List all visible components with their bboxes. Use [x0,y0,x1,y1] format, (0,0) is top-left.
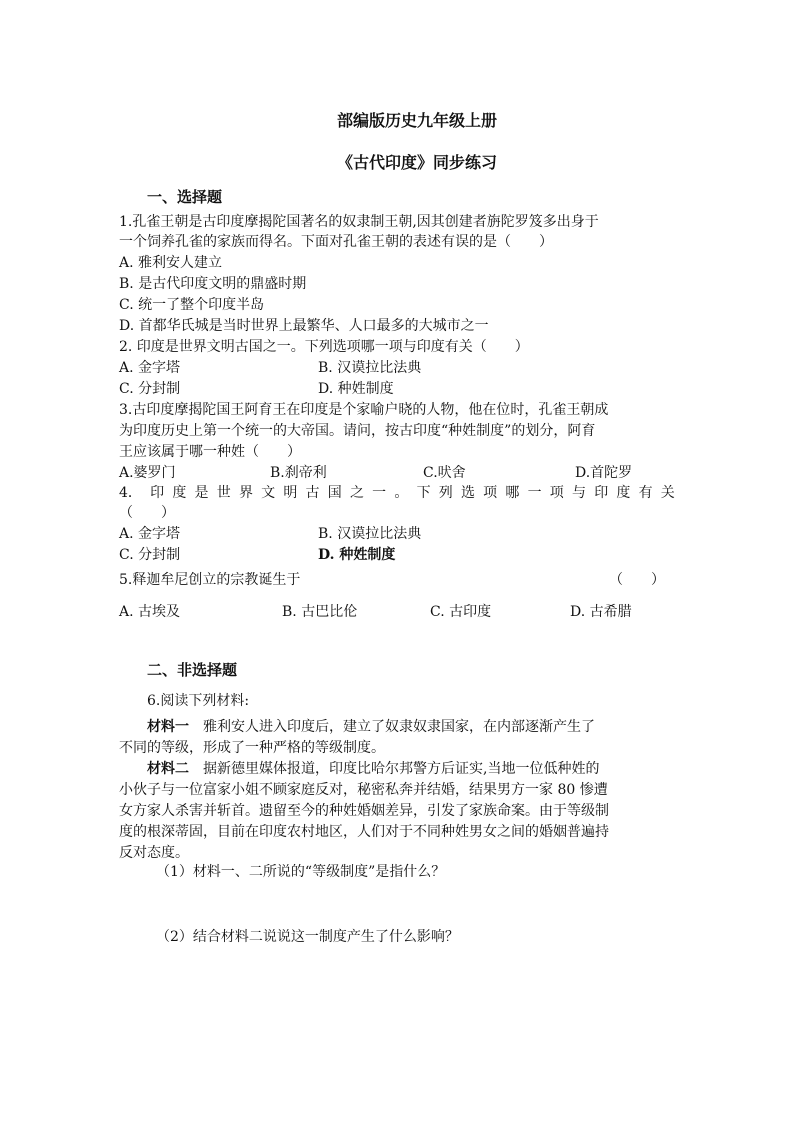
question-2-option-a: A. 金字塔 [119,360,181,376]
question-2-options-row-1 [119,358,679,378]
material-2-line-5: 反对态度。 [119,845,189,861]
question-4-stem-char: 下 [416,485,431,501]
question-4-stem-char: 项 [483,485,498,501]
question-2-options-row-2 [119,379,679,399]
question-5-stem-row [119,570,679,590]
question-3-option-c: C.吠舍 [423,465,466,481]
question-1-option-d: D. 首都华氏城是当时世界上最繁华、人口最多的大城市之一 [119,318,489,334]
question-5-option-c: C. 古印度 [430,604,492,620]
material-2-line-4: 度的根深蒂固，目前在印度农村地区，人们对于不同种姓男女之间的婚姻普遍持 [119,824,609,840]
question-4-stem-char: 文 [261,485,276,501]
question-5-option-b: B. 古巴比伦 [282,604,358,620]
question-2-option-b: B. 汉谟拉比法典 [318,360,422,376]
question-4-stem-char: 古 [305,485,320,501]
question-3-option-d: D.首陀罗 [575,465,633,481]
question-4-stem-char: 列 [438,485,453,501]
question-4-stem-char: 一 [527,485,542,501]
question-4-stem-char: 印 [150,485,165,501]
question-4-option-d: D. 种姓制度 [318,547,396,563]
question-6-stem: 6.阅读下列材料: [147,693,250,709]
question-4-stem-char: 之 [349,485,364,501]
question-4-options-row-1 [119,524,679,544]
question-5-answer-paren: （ ） [609,572,665,588]
question-4-stem-char: 度 [172,485,187,501]
question-5-option-d: D. 古希腊 [570,604,632,620]
question-4-options-row-2 [119,545,679,565]
section-heading-choice: 一、选择题 [147,188,223,206]
question-5-stem: 5.释迦牟尼创立的宗教诞生于 [119,572,301,588]
question-4-stem-char: 哪 [505,485,520,501]
question-4-stem-char: 是 [194,485,209,501]
question-4-stem-char: 印 [594,485,609,501]
material-1-text: 雅利安人进入印度后，建立了奴隶奴隶国家，在内部逐渐产生了 [189,719,595,735]
question-4-stem-char: 选 [460,485,475,501]
question-1-option-b: B. 是古代印度文明的鼎盛时期 [119,276,307,292]
material-2-text: 据新德里媒体报道，印度比哈尔邦警方后证实,当地一位低种姓的 [189,761,600,777]
question-4-stem-char: 度 [616,485,631,501]
question-4-stem-char: 4． [119,485,142,501]
question-6-sub-1: （1）材料一、二所说的“等级制度”是指什么？ [156,864,446,880]
question-4-stem-char: 世 [216,485,231,501]
question-1-option-c: C. 统一了整个印度半岛 [119,297,265,313]
material-1-line-1 [147,717,595,737]
question-4-line-1 [119,483,675,503]
question-3-line-3: 王应该属于哪一种姓（ ） [119,444,301,460]
question-4-stem-char: 项 [549,485,564,501]
question-3-option-b: B.刹帝利 [270,465,327,481]
question-4-stem-char: 一 [372,485,387,501]
question-6-sub-2: （2）结合材料二说说这一制度产生了什么影响？ [156,929,459,945]
material-2-line-3: 女方家人杀害并斩首。遗留至今的种姓婚姻差异，引发了家族命案。由于等级制 [119,803,609,819]
material-2-line-1 [147,759,599,779]
question-4-option-c: C. 分封制 [119,547,181,563]
question-5-options [119,602,679,622]
question-5-option-a: A. 古埃及 [119,604,181,620]
question-3-line-1: 3.古印度摩揭陀国王阿育王在印度是个家喻户晓的人物，他在位时，孔雀王朝成 [119,402,609,418]
document-subtitle: 《古代印度》同步练习 [336,153,497,172]
question-4-stem-char: 。 [394,485,409,501]
document-title: 部编版历史九年级上册 [336,111,497,130]
question-4-stem-char: 与 [571,485,586,501]
question-3-options [119,463,679,483]
material-2-line-2: 小伙子与一位富家小姐不顾家庭反对，秘密私奔并结婚，结果男方一家 80 惨遭 [119,782,608,798]
question-4-stem-char: 界 [238,485,253,501]
section-heading-non-choice: 二、非选择题 [147,661,238,679]
question-2-option-c: C. 分封制 [119,381,181,397]
question-1-line-2: 一个饲养孔雀的家族而得名。下面对孔雀王朝的表述有误的是（ ） [119,234,553,250]
question-4-line-2: （ ） [119,505,175,521]
question-2-option-d: D. 种姓制度 [318,381,394,397]
material-1-line-2: 不同的等级，形成了一种严格的等级制度。 [119,740,385,756]
material-1-label: 材料一 [147,719,189,735]
question-3-option-a: A.婆罗门 [119,465,176,481]
material-2-label: 材料二 [147,761,189,777]
question-1-line-1: 1.孔雀王朝是古印度摩揭陀国著名的奴隶制王朝,因其创建者旃陀罗笈多出身于 [119,214,599,230]
question-4-stem-char: 有 [638,485,653,501]
question-4-stem-char: 国 [327,485,342,501]
question-4-stem-char: 关 [660,485,675,501]
question-4-stem-char: 明 [283,485,298,501]
question-4-option-a: A. 金字塔 [119,526,181,542]
question-1-option-a: A. 雅利安人建立 [119,255,223,271]
question-2-stem: 2. 印度是世界文明古国之一。下列选项哪一项与印度有关（ ） [119,339,529,355]
question-3-line-2: 为印度历史上第一个统一的大帝国。请问，按古印度“种姓制度”的划分，阿育 [119,423,596,439]
question-4-option-b: B. 汉谟拉比法典 [318,526,422,542]
